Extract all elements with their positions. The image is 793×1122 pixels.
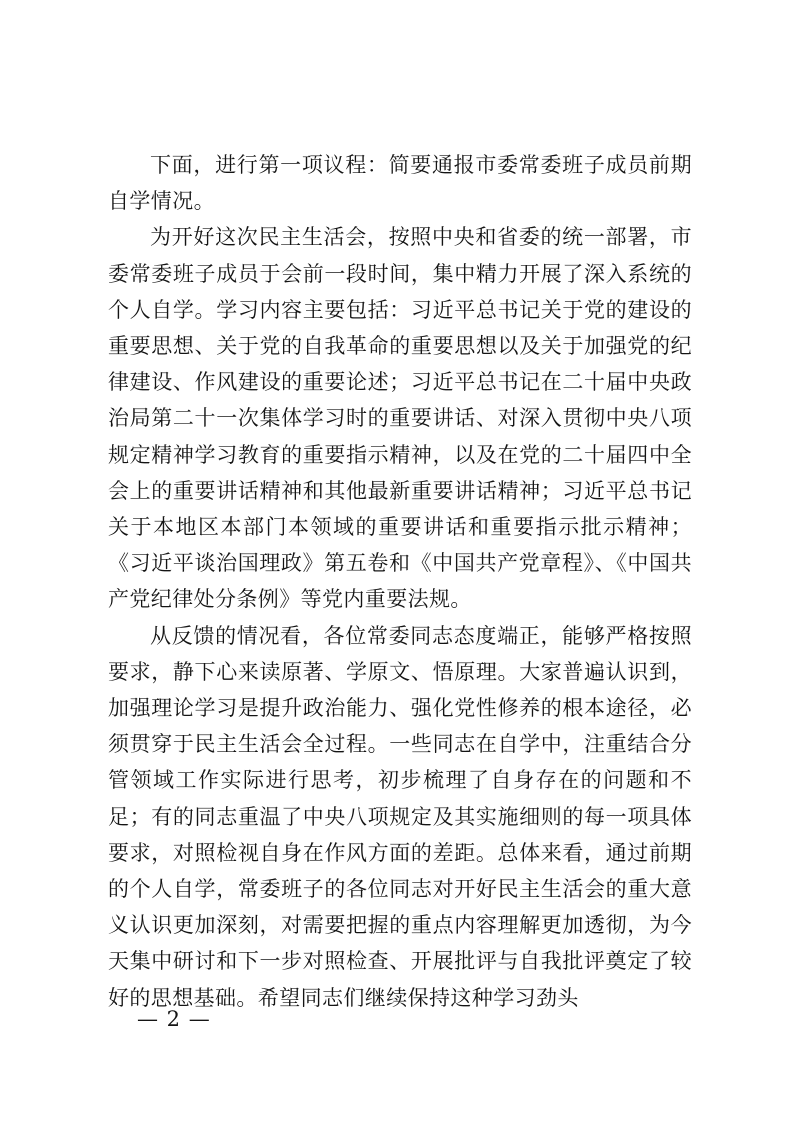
page-number: — 2 — <box>137 1007 211 1031</box>
paragraph-feedback: 从反馈的情况看，各位常委同志态度端正，能够严格按照要求，静下心来读原著、学原文、悟原理。大家普遍认识到，加强理论学习是提升政治能力、强化党性修养的根本途径，必须贯穿于民主生活会全过程。一些同志在自学中，注重结合分管领域工作实际进行思考，初步梳理了自身存在的问题和不足；有的同志重温了中央八项规定及其实施细则的每一项具体要求，对照检视自身在作风方面的差距。总体来看，通过前期的个人自学，常委班子的各位同志对开好民主生活会的重大意义认识更加深刻，对需要把握的重点内容理解更加透彻，为今天集中研讨和下一步对照检查、开展批评与自我批评奠定了较好的思想基础。希望同志们继续保持这种学习劲头 <box>108 623 692 1010</box>
paragraph-self-study-content: 为开好这次民主生活会，按照中央和省委的统一部署，市委常委班子成员于会前一段时间，集中精力开展了深入系统的个人自学。学习内容主要包括：习近平总书记关于党的建设的重要思想、关于党的自我革命的重要思想以及关于加强党的纪律建设、作风建设的重要论述；习近平总书记在二十届中央政治局第二十一次集体学习时的重要讲话、对深入贯彻中央八项规定精神学习教育的重要指示精神，以及在党的二十届四中全会上的重要讲话精神和其他最新重要讲话精神；习近平总书记关于本地区本部门本领域的重要讲话和重要指示批示精神；《习近平谈治国理政》第五卷和《中国共产党章程》、《中国共产党纪律处分条例》等党内重要法规。 <box>108 225 692 612</box>
paragraph-agenda-item: 下面，进行第一项议程：简要通报市委常委班子成员前期自学情况。 <box>108 153 692 214</box>
body-text <box>108 147 692 1016</box>
